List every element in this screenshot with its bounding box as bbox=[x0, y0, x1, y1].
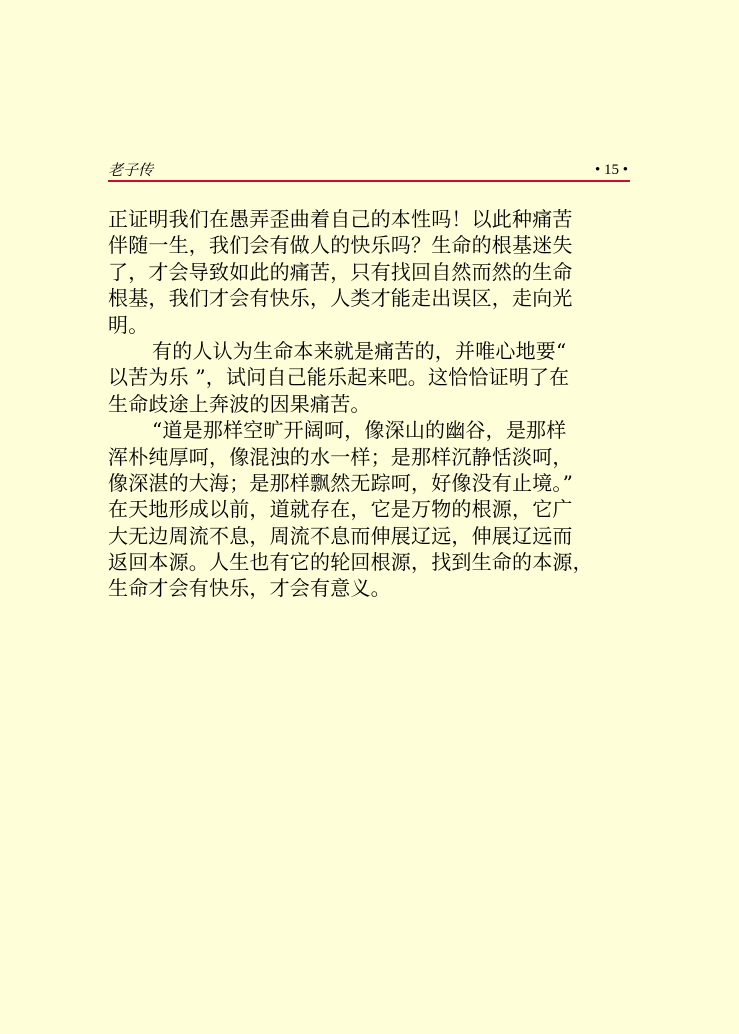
text-line: 大无边周流不息，周流不息而伸展辽远，伸展辽远而 bbox=[108, 523, 573, 548]
text-line: 生命才会有快乐，才会有意义。 bbox=[108, 576, 391, 601]
text-line: 浑朴纯厚呵，像混浊的水一样；是那样沉静恬淡呵， bbox=[108, 444, 573, 469]
text-line: 生命歧途上奔波的因果痛苦。 bbox=[108, 391, 371, 416]
text-line: 正证明我们在愚弄歪曲着自己的本性吗！以此种痛苦 bbox=[108, 207, 573, 231]
text-line: 以苦为乐 ”，试问自己能乐起来吧。这恰恰证明了在 bbox=[108, 365, 570, 390]
book-title: 老子传 bbox=[108, 161, 154, 179]
text-line: 明。 bbox=[108, 312, 149, 337]
page-header bbox=[108, 160, 630, 182]
text-line: 返回本源。人生也有它的轮回根源，找到生命的本源， bbox=[108, 550, 593, 575]
text-line: 伴随一生，我们会有做人的快乐吗？生命的根基迷失 bbox=[108, 233, 573, 258]
body-text bbox=[108, 206, 635, 602]
text-line: 根基，我们才会有快乐，人类才能走出误区，走向光 bbox=[108, 286, 573, 311]
page-number: • 15 • bbox=[594, 162, 628, 178]
text-line: 了，才会导致如此的痛苦，只有找回自然而然的生命 bbox=[108, 259, 573, 284]
text-line: 有的人认为生命本来就是痛苦的，并唯心地要“ bbox=[152, 338, 567, 363]
text-line: 像深湛的大海；是那样飘然无踪呵，好像没有止境。” bbox=[108, 470, 574, 495]
text-line: “道是那样空旷开阔呵，像深山的幽谷，是那样 bbox=[152, 418, 567, 443]
text-line: 在天地形成以前，道就存在，它是万物的根源，它广 bbox=[108, 497, 573, 522]
